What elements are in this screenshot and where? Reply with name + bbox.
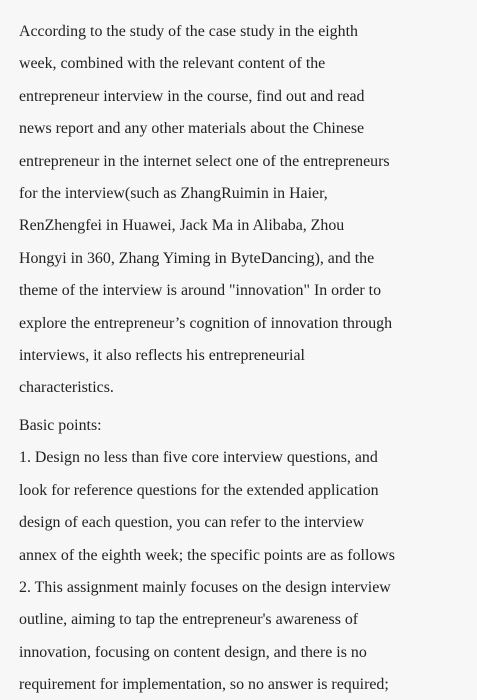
text-line: 2. This assignment mainly focuses on the design interview	[19, 578, 391, 596]
point-1-paragraph	[19, 442, 463, 572]
text-line: explore the entrepreneur’s cognition of innovation through	[19, 314, 393, 332]
text-line: interviews, it also reflects his entrepreneurial	[19, 347, 305, 365]
text-line: entrepreneur interview in the course, find out and read	[19, 87, 365, 105]
text-line: news report and any other materials about the Chinese	[19, 120, 365, 138]
text-line: characteristics.	[19, 379, 114, 397]
text-line: outline, aiming to tap the entrepreneur's awareness of	[19, 611, 359, 629]
text-line: design of each question, you can refer to the interview	[19, 514, 365, 532]
text-line: theme of the interview is around "innovation" In order to	[19, 282, 382, 300]
intro-paragraph	[19, 16, 463, 405]
text-line: look for reference questions for the extended application	[19, 481, 379, 499]
text-line: entrepreneur in the internet select one of the entrepreneurs	[19, 152, 390, 170]
basic-points-heading	[19, 410, 463, 442]
text-line: week, combined with the relevant content of the	[19, 55, 326, 73]
text-line: requirement for implementation, so no answer is required;	[19, 676, 389, 694]
text-line: for the interview(such as ZhangRuimin in Haier,	[19, 185, 328, 203]
point-2-paragraph	[19, 572, 463, 700]
text-line: Hongyi in 360, Zhang Yiming in ByteDancing), and the	[19, 249, 375, 267]
text-line: RenZhengfei in Huawei, Jack Ma in Alibaba, Zhou	[19, 217, 345, 235]
heading-text: Basic points:	[19, 416, 102, 434]
text-line: 1. Design no less than five core interview questions, and	[19, 449, 378, 467]
text-line: According to the study of the case study in the eighth	[19, 23, 358, 40]
text-line: innovation, focusing on content design, and there is no	[19, 643, 367, 661]
text-line: annex of the eighth week; the specific points are as follows	[19, 546, 395, 564]
